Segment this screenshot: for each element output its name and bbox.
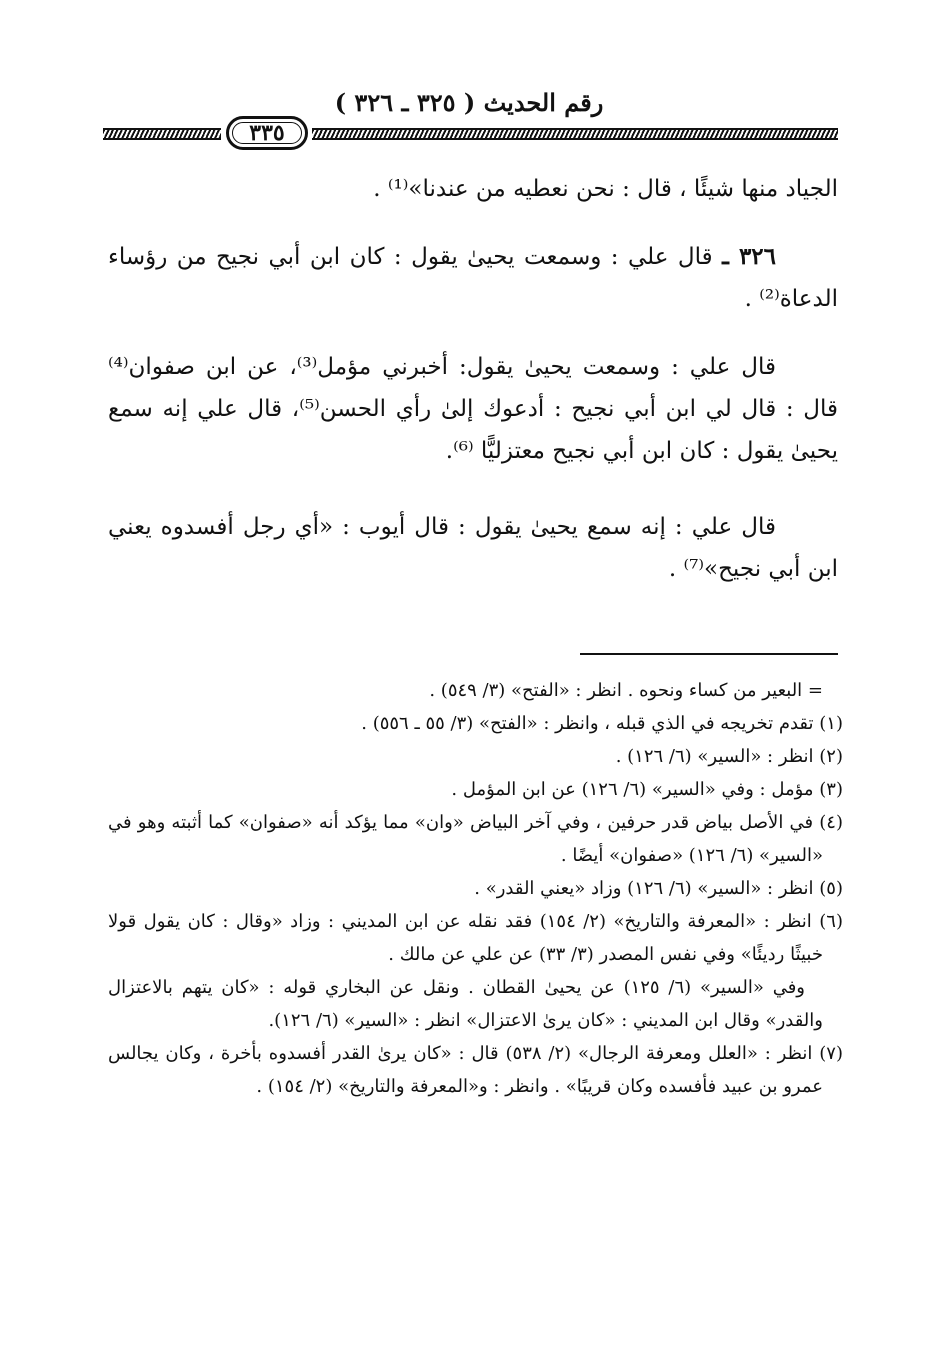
footnote-separator (580, 653, 838, 655)
footnote-3: (٣) مؤمل : وفي «السير» (٦/ ١٢٦) عن ابن المؤمل . (451, 779, 843, 800)
footnote-5: (٥) انظر : «السير» (٦/ ١٢٦) وزاد «يعني القدر» . (474, 878, 843, 899)
paragraph-text: الجياد منها شيئًا ، قال : نحن نعطيه من عندنا»⁽¹⁾ . (373, 176, 838, 202)
footnote-4: (٤) في الأصل بياض قدر حرفين ، وفي آخر البياض «وان» مما يؤكد أنه «صفوان» كما أثبته وهو في «السير» (٦/ ١٢٦) «صفوان» أيضًا . (108, 812, 843, 866)
body-paragraph-3 (108, 346, 838, 472)
page-number-badge: ٣٣٥ (226, 116, 308, 150)
paragraph-text: قال علي : وسمعت يحيىٰ يقول: أخبرني مؤمل⁽³⁾، عن ابن صفوان⁽⁴⁾ قال : قال لي ابن أبي نجيح : أدعوك إلىٰ رأي الحسن⁽⁵⁾، قال علي إنه سمع يحيىٰ يقول : كان ابن أبي نجيح معتزليًّا ⁽⁶⁾. (108, 354, 838, 464)
footnotes (108, 674, 843, 1103)
body-paragraph-4 (108, 506, 838, 590)
page-header-title: رقم الحديث ( ٣٢٥ ـ ٣٢٦ ) (334, 88, 604, 117)
body-paragraph-2 (108, 236, 838, 320)
footnote-6: (٦) انظر : «المعرفة والتاريخ» (٢/ ١٥٤) فقد نقله عن ابن المديني : وزاد «وقال : كان يقول قولا خبيثًا رديئًا» وفي نفس المصدر (٣/ ٣٣) عن علي عن مالك . (108, 911, 843, 965)
paragraph-text: قال علي : وسمعت يحيىٰ يقول : كان ابن أبي نجيح من رؤساء الدعاة⁽²⁾ . (108, 244, 838, 312)
footnote-7: (٧) انظر : «العلل ومعرفة الرجال» (٢/ ٥٣٨) قال : «كان يرىٰ القدر أفسدوه بأخرة ، وكان يجالس عمرو بن عبيد فأفسده وكان قريبًا» . وانظر : و«المعرفة والتاريخ» (٢/ ١٥٤) . (108, 1043, 843, 1097)
footnote-2: (٢) انظر : «السير» (٦/ ١٢٦) . (615, 746, 843, 767)
footnote-6-continued: وفي «السير» (٦/ ١٢٥) عن يحيىٰ القطان . ونقل عن البخاري قوله : «كان يتهم بالاعتزال والقدر» وقال ابن المديني : «كان يرىٰ الاعتزال» انظر : «السير» (٦/ ١٢٦). (108, 977, 823, 1031)
paragraph-text: قال علي : إنه سمع يحيىٰ يقول : قال أيوب : «أي رجل أفسدوه يعني ابن أبي نجيح»⁽⁷⁾ . (108, 514, 838, 582)
hadith-number: ٣٢٦ ـ (722, 243, 777, 270)
footnote-1: (١) تقدم تخريجه في الذي قبله ، وانظر : «الفتح» (٣/ ٥٥ ـ ٥٥٦) . (361, 713, 843, 734)
header-rule-left (103, 128, 221, 140)
header-rule-right (312, 128, 838, 140)
body-paragraph-1 (108, 168, 838, 210)
footnote-continuation: = البعير من كساء ونحوه . انظر : «الفتح» (٣/ ٥٤٩) . (429, 680, 823, 701)
